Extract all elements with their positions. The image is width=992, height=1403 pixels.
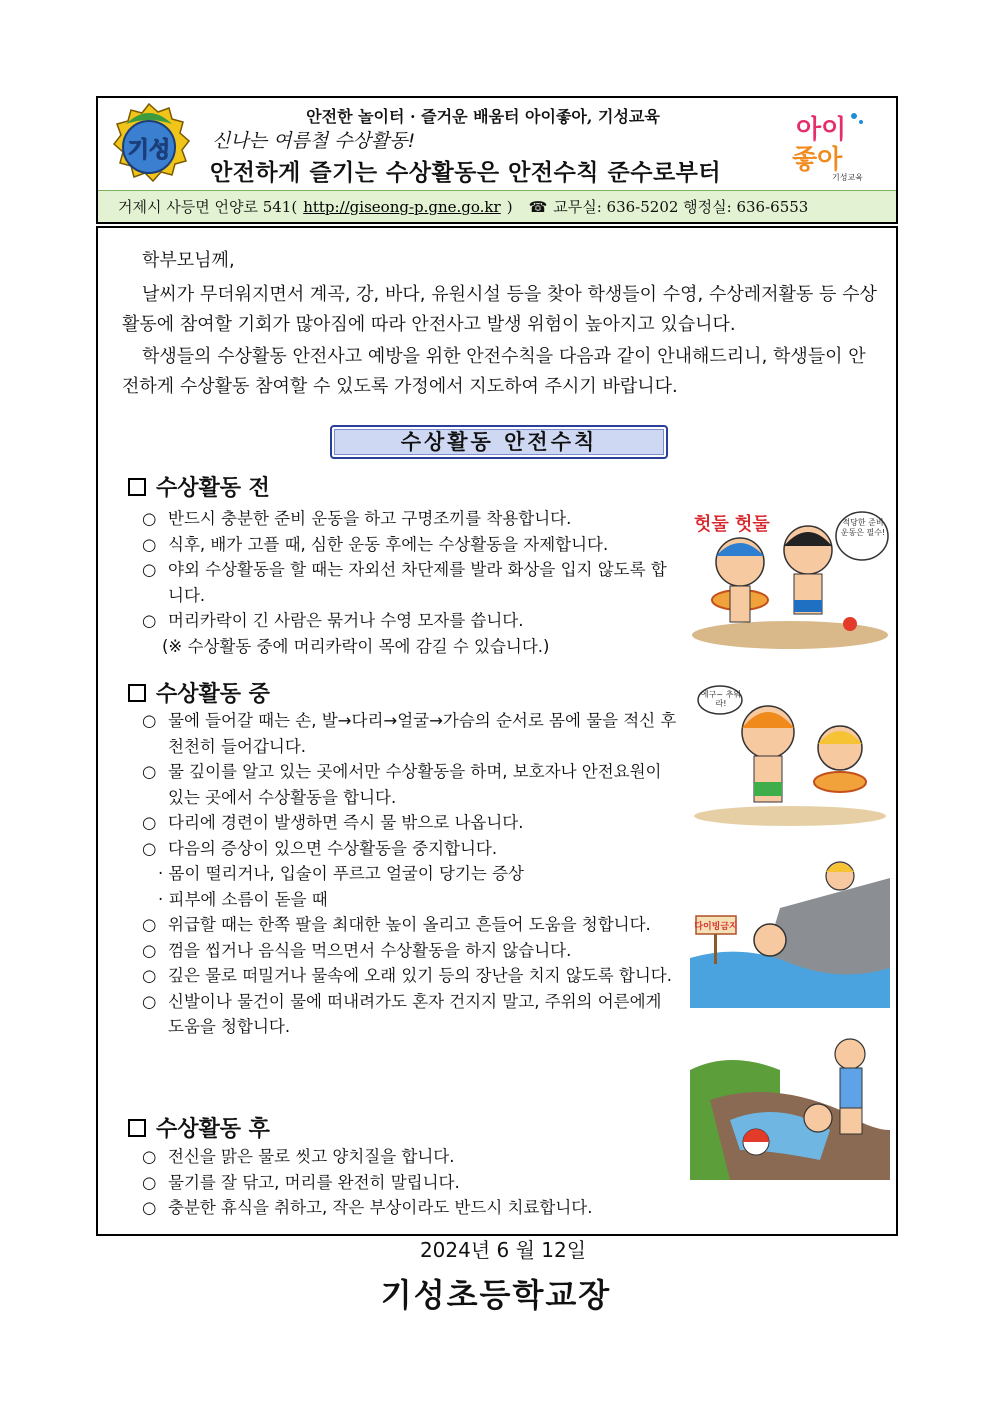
checkbox-icon bbox=[128, 684, 146, 702]
page-title: 안전하게 즐기는 수상활동은 안전수칙 준수로부터 bbox=[210, 160, 722, 186]
sub-item: · 몸이 떨리거나, 입술이 푸르고 얼굴이 당기는 증상 bbox=[158, 864, 524, 883]
phone-numbers: 교무실: 636-5202 행정실: 636-6553 bbox=[553, 198, 809, 216]
rules-title: 수상활동 안전수칙 bbox=[330, 425, 668, 459]
list-item: ○ 깊은 물로 떠밀거나 물속에 오래 있기 등의 장난을 치지 않도록 합니다. bbox=[142, 966, 672, 985]
list-item: ○ 충분한 휴식을 취하고, 작은 부상이라도 반드시 치료합니다. bbox=[142, 1198, 593, 1217]
phone-icon: ☎ bbox=[528, 197, 548, 216]
brand-logo-line2: 좋아 bbox=[792, 145, 843, 175]
list-item: ○ 물에 들어갈 때는 손, 발→다리→얼굴→가슴의 순서로 몸에 물을 적신 후 천천히 들어갑니다. bbox=[142, 711, 677, 756]
sub-item: · 피부에 소름이 돋을 때 bbox=[158, 889, 328, 909]
school-slogan: 안전한 놀이터 · 즐거운 배움터 아이좋아, 기성교육 bbox=[306, 107, 660, 126]
paragraph-2: 학생들의 수상활동 안전사고 예방을 위한 안전수칙을 다음과 같이 안내해드리니, 학생들이 안전하게 수상활동 참여할 수 있도록 가정에서 지도하여 주시기 바랍니다. bbox=[122, 346, 866, 397]
sign-text: 다이빙금지 bbox=[694, 922, 738, 932]
warmup-title: 헛둘 헛둘 bbox=[694, 514, 770, 535]
note: (※ 수상활동 중에 머리카락이 목에 감길 수 있습니다.) bbox=[162, 636, 550, 656]
list-item: ○ 식후, 배가 고플 때, 심한 운동 후에는 수상활동을 자제합니다. bbox=[142, 534, 609, 554]
school-emblem-icon bbox=[106, 102, 192, 188]
list-item: ○ 전신을 맑은 물로 씻고 양치질을 합니다. bbox=[142, 1147, 455, 1166]
brand-logo-line1: 아이 bbox=[796, 115, 847, 145]
brand-logo-icon bbox=[788, 104, 868, 184]
checkbox-icon bbox=[128, 1119, 146, 1137]
section-after-list bbox=[142, 1144, 682, 1221]
section-during-title: 수상활동 중 bbox=[128, 677, 270, 708]
river-cartoon-icon bbox=[690, 1030, 890, 1180]
cold-bubble: 에구~ 추워라! bbox=[700, 690, 742, 708]
principal-signature: 기성초등학교장 bbox=[380, 1276, 612, 1314]
list-item: ○ 야외 수상활동을 할 때는 자외선 차단제를 발라 화상을 입지 않도록 합니다. bbox=[142, 560, 667, 605]
list-item: ○ 위급할 때는 한쪽 팔을 최대한 높이 올리고 흔들어 도움을 청합니다. bbox=[142, 915, 651, 934]
school-emblem-text: 기성 bbox=[127, 138, 171, 163]
warmup-bubble: 적당한 준비 운동은 필수! bbox=[840, 518, 886, 537]
address-close: ) bbox=[506, 197, 513, 216]
list-item: ○ 물기를 잘 닦고, 머리를 완전히 말립니다. bbox=[142, 1172, 460, 1192]
list-item: ○ 반드시 충분한 준비 운동을 하고 구명조끼를 착용합니다. bbox=[142, 509, 572, 528]
section-during-list bbox=[142, 708, 682, 1040]
diving-cartoon-icon bbox=[690, 848, 890, 1008]
list-item: ○ 물 깊이를 알고 있는 곳에서만 수상활동을 하며, 보호자나 안전요원이 있는 곳에서 수상활동을 합니다. bbox=[142, 762, 662, 807]
brand-logo-caption: 기성교육 bbox=[832, 173, 863, 182]
address: 거제시 사등면 언양로 541( bbox=[118, 198, 298, 216]
date: 2024년 6 월 12일 bbox=[419, 1238, 587, 1262]
letter-body bbox=[96, 226, 898, 1236]
list-item: ○ 신발이나 물건이 물에 떠내려가도 혼자 건지지 말고, 주위의 어른에게 도움을 청합니다. bbox=[142, 991, 662, 1036]
subtitle: 신나는 여름철 수상활동! bbox=[212, 130, 416, 152]
section-before-title: 수상활동 전 bbox=[128, 471, 270, 502]
list-item: ○ 껌을 씹거나 음식을 먹으면서 수상활동을 하지 않습니다. bbox=[142, 940, 572, 960]
letterhead bbox=[96, 96, 898, 224]
list-item: ○ 머리카락이 긴 사람은 묶거나 수영 모자를 씁니다. bbox=[142, 611, 524, 630]
list-item: ○ 다리에 경련이 발생하면 즉시 물 밖으로 나옵니다. bbox=[142, 813, 524, 832]
list-item: ○ 다음의 증상이 있으면 수상활동을 중지합니다. bbox=[142, 838, 498, 858]
cold-cartoon-icon bbox=[690, 678, 890, 828]
paragraph-1: 날씨가 무더워지면서 계곡, 강, 바다, 유원시설 등을 찾아 학생들이 수영, 수상레저활동 등 수상활동에 참여할 기회가 많아짐에 따라 안전사고 발생 위험이 높아지고 있습니다. bbox=[122, 284, 877, 335]
checkbox-icon bbox=[128, 478, 146, 496]
school-url-link[interactable]: http://giseong-p.gne.go.kr bbox=[303, 197, 501, 216]
greeting: 학부모님께, bbox=[142, 250, 235, 271]
section-after-title: 수상활동 후 bbox=[128, 1112, 270, 1143]
section-before-list bbox=[142, 506, 682, 659]
warmup-cartoon-icon bbox=[690, 500, 890, 650]
contact-bar bbox=[98, 190, 896, 222]
